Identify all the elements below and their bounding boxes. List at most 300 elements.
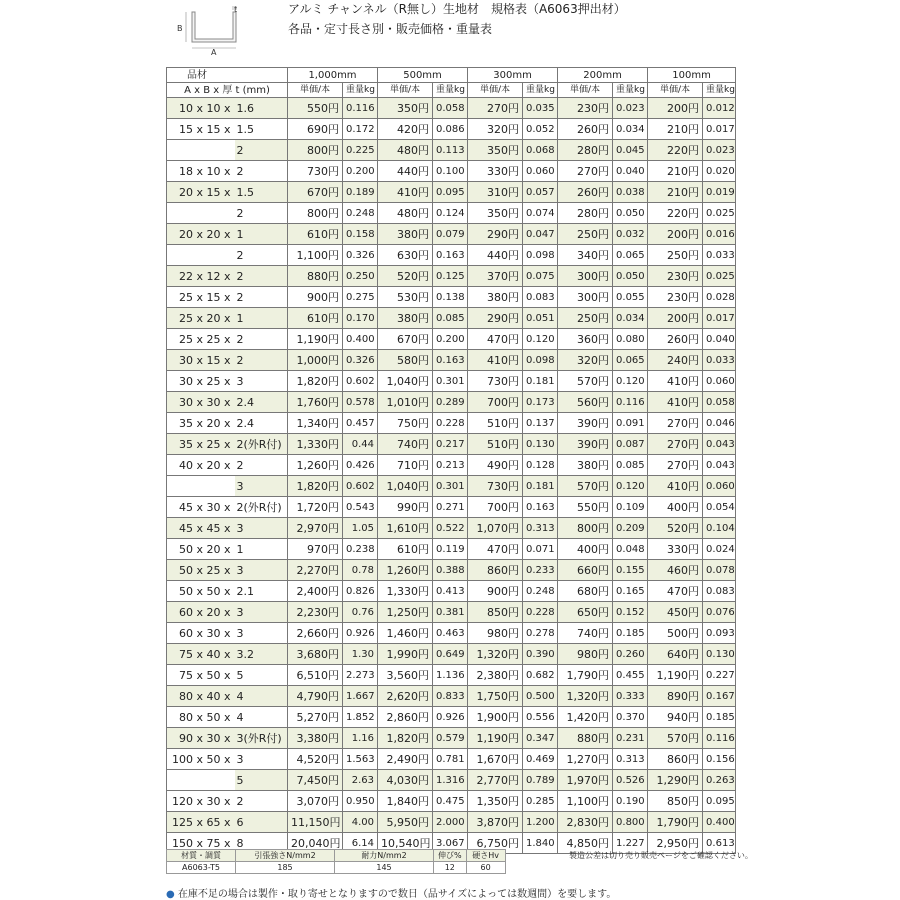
unit-price: 990円	[378, 497, 433, 518]
weight: 0.185	[613, 623, 648, 644]
unit-price: 320円	[468, 119, 523, 140]
unit-price: 880円	[288, 266, 343, 287]
weight: 1.667	[343, 686, 378, 707]
size-ab: 20 x 15 x	[167, 182, 235, 203]
weight: 0.250	[343, 266, 378, 287]
size-ab	[167, 140, 235, 161]
weight: 0.78	[343, 560, 378, 581]
weight: 0.078	[703, 560, 736, 581]
size-ab: 35 x 25 x	[167, 434, 235, 455]
page-subtitle: 各品・定寸長さ別・販売価格・重量表	[288, 22, 493, 36]
weight: 0.038	[613, 182, 648, 203]
unit-price: 250円	[558, 224, 613, 245]
weight: 0.158	[343, 224, 378, 245]
unit-price: 300円	[558, 287, 613, 308]
unit-price: 2,380円	[468, 665, 523, 686]
weight: 0.200	[433, 329, 468, 350]
weight: 0.400	[343, 329, 378, 350]
page-title: アルミ チャンネル（R無し）生地材 規格表（A6063押出材）	[288, 2, 626, 16]
unit-price: 2,830円	[558, 812, 613, 833]
unit-price: 290円	[468, 224, 523, 245]
unit-price: 300円	[558, 266, 613, 287]
weight: 0.613	[703, 833, 736, 854]
header-unit-price: 単価/本	[468, 83, 523, 98]
thickness: 2(外R付)	[235, 434, 288, 455]
weight: 0.289	[433, 392, 468, 413]
bullet-icon: ●	[166, 889, 175, 900]
weight: 0.098	[523, 245, 558, 266]
table-row	[167, 350, 736, 371]
unit-price: 320円	[558, 350, 613, 371]
weight: 0.020	[703, 161, 736, 182]
size-ab: 25 x 15 x	[167, 287, 235, 308]
unit-price: 270円	[648, 455, 703, 476]
weight: 0.085	[613, 455, 648, 476]
weight: 0.181	[523, 371, 558, 392]
size-ab: 75 x 50 x	[167, 665, 235, 686]
weight: 0.080	[613, 329, 648, 350]
unit-price: 690円	[288, 119, 343, 140]
weight: 0.381	[433, 602, 468, 623]
unit-price: 710円	[378, 455, 433, 476]
weight: 0.826	[343, 581, 378, 602]
unit-price: 800円	[288, 140, 343, 161]
weight: 1.227	[613, 833, 648, 854]
weight: 2.273	[343, 665, 378, 686]
weight: 0.469	[523, 749, 558, 770]
size-ab: 60 x 30 x	[167, 623, 235, 644]
table-row	[167, 770, 736, 791]
unit-price: 610円	[288, 308, 343, 329]
thickness: 3	[235, 371, 288, 392]
unit-price: 410円	[648, 476, 703, 497]
unit-price: 880円	[558, 728, 613, 749]
weight: 0.543	[343, 497, 378, 518]
unit-price: 1,320円	[558, 686, 613, 707]
unit-price: 860円	[648, 749, 703, 770]
weight: 0.025	[703, 266, 736, 287]
weight: 0.271	[433, 497, 468, 518]
weight: 0.388	[433, 560, 468, 581]
unit-price: 210円	[648, 182, 703, 203]
header-item: 品材	[167, 68, 288, 83]
weight: 0.086	[433, 119, 468, 140]
unit-price: 570円	[558, 476, 613, 497]
weight: 0.016	[703, 224, 736, 245]
table-row	[167, 245, 736, 266]
weight: 0.043	[703, 455, 736, 476]
size-ab: 45 x 30 x	[167, 497, 235, 518]
unit-price: 1,720円	[288, 497, 343, 518]
table-row	[167, 161, 736, 182]
weight: 6.14	[343, 833, 378, 854]
unit-price: 5,950円	[378, 812, 433, 833]
spec-header: 引張強さN/mm2	[236, 850, 335, 862]
unit-price: 700円	[468, 497, 523, 518]
weight: 1.840	[523, 833, 558, 854]
unit-price: 1,790円	[558, 665, 613, 686]
weight: 0.083	[703, 581, 736, 602]
table-body	[167, 98, 736, 854]
thickness: 1.6	[235, 98, 288, 119]
unit-price: 980円	[558, 644, 613, 665]
unit-price: 380円	[378, 308, 433, 329]
weight: 0.170	[343, 308, 378, 329]
thickness: 4	[235, 707, 288, 728]
unit-price: 1,100円	[558, 791, 613, 812]
weight: 0.413	[433, 581, 468, 602]
unit-price: 1,420円	[558, 707, 613, 728]
unit-price: 2,770円	[468, 770, 523, 791]
weight: 0.189	[343, 182, 378, 203]
weight: 0.526	[613, 770, 648, 791]
weight: 0.926	[433, 707, 468, 728]
unit-price: 680円	[558, 581, 613, 602]
thickness: 8	[235, 833, 288, 854]
weight: 0.138	[433, 287, 468, 308]
unit-price: 1,260円	[378, 560, 433, 581]
unit-price: 2,230円	[288, 602, 343, 623]
weight: 0.116	[613, 392, 648, 413]
unit-price: 330円	[648, 539, 703, 560]
size-ab	[167, 770, 235, 791]
unit-price: 2,860円	[378, 707, 433, 728]
weight: 0.079	[433, 224, 468, 245]
unit-price: 490円	[468, 455, 523, 476]
unit-price: 940円	[648, 707, 703, 728]
unit-price: 510円	[468, 413, 523, 434]
weight: 0.113	[433, 140, 468, 161]
weight: 0.260	[613, 644, 648, 665]
unit-price: 410円	[468, 350, 523, 371]
weight: 0.071	[523, 539, 558, 560]
unit-price: 440円	[468, 245, 523, 266]
thickness: 6	[235, 812, 288, 833]
weight: 0.228	[433, 413, 468, 434]
weight: 0.301	[433, 476, 468, 497]
table-row	[167, 686, 736, 707]
size-ab: 30 x 25 x	[167, 371, 235, 392]
unit-price: 270円	[648, 434, 703, 455]
unit-price: 1,900円	[468, 707, 523, 728]
unit-price: 200円	[648, 98, 703, 119]
unit-price: 5,270円	[288, 707, 343, 728]
unit-price: 630円	[378, 245, 433, 266]
diagram-label-t: t	[234, 5, 238, 14]
unit-price: 500円	[648, 623, 703, 644]
size-ab: 80 x 50 x	[167, 707, 235, 728]
unit-price: 10,540円	[378, 833, 433, 854]
unit-price: 1,670円	[468, 749, 523, 770]
unit-price: 1,990円	[378, 644, 433, 665]
weight: 0.098	[523, 350, 558, 371]
thickness: 3	[235, 623, 288, 644]
unit-price: 1,820円	[288, 476, 343, 497]
unit-price: 220円	[648, 140, 703, 161]
channel-shape	[192, 12, 236, 42]
header-unit-price: 単価/本	[558, 83, 613, 98]
size-ab: 45 x 45 x	[167, 518, 235, 539]
table-row	[167, 476, 736, 497]
unit-price: 900円	[288, 287, 343, 308]
header-length: 1,000mm	[288, 68, 378, 83]
unit-price: 3,560円	[378, 665, 433, 686]
header-length: 300mm	[468, 68, 558, 83]
weight: 0.457	[343, 413, 378, 434]
header-unit-weight: 重量kg	[703, 83, 736, 98]
weight: 0.227	[703, 665, 736, 686]
unit-price: 290円	[468, 308, 523, 329]
weight: 0.125	[433, 266, 468, 287]
unit-price: 260円	[648, 329, 703, 350]
weight: 0.172	[343, 119, 378, 140]
weight: 0.181	[523, 476, 558, 497]
unit-price: 1,840円	[378, 791, 433, 812]
table-row	[167, 224, 736, 245]
spec-value: 145	[335, 862, 434, 874]
thickness: 4	[235, 686, 288, 707]
unit-price: 670円	[288, 182, 343, 203]
size-ab: 25 x 20 x	[167, 308, 235, 329]
thickness: 1	[235, 539, 288, 560]
size-ab: 10 x 10 x	[167, 98, 235, 119]
header-length: 200mm	[558, 68, 648, 83]
unit-price: 400円	[648, 497, 703, 518]
weight: 0.017	[703, 119, 736, 140]
weight: 0.050	[613, 203, 648, 224]
weight: 0.173	[523, 392, 558, 413]
thickness: 5	[235, 665, 288, 686]
header-unit-weight: 重量kg	[613, 83, 648, 98]
weight: 0.091	[613, 413, 648, 434]
thickness: 3	[235, 518, 288, 539]
table-row	[167, 644, 736, 665]
weight: 0.475	[433, 791, 468, 812]
stock-footnote	[166, 885, 616, 900]
weight: 0.119	[433, 539, 468, 560]
unit-price: 1,350円	[468, 791, 523, 812]
weight: 0.248	[343, 203, 378, 224]
unit-price: 850円	[648, 791, 703, 812]
unit-price: 1,790円	[648, 812, 703, 833]
table-row	[167, 119, 736, 140]
thickness: 3	[235, 560, 288, 581]
thickness: 1	[235, 224, 288, 245]
table-row	[167, 434, 736, 455]
unit-price: 1,040円	[378, 371, 433, 392]
unit-price: 560円	[558, 392, 613, 413]
table-row	[167, 287, 736, 308]
weight: 0.055	[613, 287, 648, 308]
table-row	[167, 497, 736, 518]
unit-price: 230円	[558, 98, 613, 119]
unit-price: 850円	[468, 602, 523, 623]
unit-price: 1,260円	[288, 455, 343, 476]
channel-profile-diagram	[176, 4, 246, 56]
unit-price: 1,290円	[648, 770, 703, 791]
table-row	[167, 329, 736, 350]
unit-price: 1,610円	[378, 518, 433, 539]
unit-price: 310円	[468, 182, 523, 203]
weight: 0.163	[523, 497, 558, 518]
table-row	[167, 623, 736, 644]
weight: 0.100	[433, 161, 468, 182]
weight: 0.152	[613, 602, 648, 623]
weight: 0.033	[703, 350, 736, 371]
unit-price: 470円	[468, 539, 523, 560]
thickness: 3	[235, 749, 288, 770]
unit-price: 1,270円	[558, 749, 613, 770]
weight: 0.285	[523, 791, 558, 812]
thickness: 3(外R付)	[235, 728, 288, 749]
table-row	[167, 518, 736, 539]
size-ab: 90 x 30 x	[167, 728, 235, 749]
spec-header: 耐力N/mm2	[335, 850, 434, 862]
weight: 0.128	[523, 455, 558, 476]
unit-price: 1,190円	[468, 728, 523, 749]
unit-price: 280円	[558, 203, 613, 224]
weight: 2.000	[433, 812, 468, 833]
weight: 0.032	[613, 224, 648, 245]
unit-price: 410円	[648, 371, 703, 392]
weight: 0.051	[523, 308, 558, 329]
size-ab: 15 x 15 x	[167, 119, 235, 140]
thickness: 2	[235, 791, 288, 812]
table-row	[167, 791, 736, 812]
thickness: 2	[235, 203, 288, 224]
unit-price: 550円	[288, 98, 343, 119]
weight: 0.602	[343, 371, 378, 392]
unit-price: 230円	[648, 287, 703, 308]
unit-price: 800円	[558, 518, 613, 539]
weight: 0.083	[523, 287, 558, 308]
unit-price: 1,460円	[378, 623, 433, 644]
weight: 0.225	[343, 140, 378, 161]
table-row	[167, 539, 736, 560]
unit-price: 750円	[378, 413, 433, 434]
diagram-label-b: B	[177, 24, 183, 33]
weight: 0.579	[433, 728, 468, 749]
weight: 0.185	[703, 707, 736, 728]
weight: 4.00	[343, 812, 378, 833]
unit-price: 390円	[558, 413, 613, 434]
weight: 0.155	[613, 560, 648, 581]
unit-price: 530円	[378, 287, 433, 308]
unit-price: 350円	[378, 98, 433, 119]
weight: 0.347	[523, 728, 558, 749]
unit-price: 20,040円	[288, 833, 343, 854]
weight: 0.248	[523, 581, 558, 602]
unit-price: 6,750円	[468, 833, 523, 854]
weight: 0.065	[613, 245, 648, 266]
size-ab: 22 x 12 x	[167, 266, 235, 287]
unit-price: 450円	[648, 602, 703, 623]
unit-price: 1,250円	[378, 602, 433, 623]
weight: 0.426	[343, 455, 378, 476]
unit-price: 1,190円	[288, 329, 343, 350]
weight: 0.087	[613, 434, 648, 455]
weight: 1.852	[343, 707, 378, 728]
thickness: 3	[235, 476, 288, 497]
unit-price: 970円	[288, 539, 343, 560]
unit-price: 1,100円	[288, 245, 343, 266]
unit-price: 220円	[648, 203, 703, 224]
unit-price: 1,970円	[558, 770, 613, 791]
weight: 0.800	[613, 812, 648, 833]
unit-price: 2,970円	[288, 518, 343, 539]
spec-header: 硬さHv	[466, 850, 505, 862]
unit-price: 730円	[288, 161, 343, 182]
weight: 0.024	[703, 539, 736, 560]
unit-price: 1,070円	[468, 518, 523, 539]
weight: 0.060	[703, 476, 736, 497]
spec-value: 12	[434, 862, 467, 874]
table-row	[167, 98, 736, 119]
weight: 0.017	[703, 308, 736, 329]
thickness: 2	[235, 245, 288, 266]
size-ab	[167, 245, 235, 266]
weight: 0.370	[613, 707, 648, 728]
unit-price: 640円	[648, 644, 703, 665]
unit-price: 610円	[288, 224, 343, 245]
unit-price: 1,320円	[468, 644, 523, 665]
weight: 0.76	[343, 602, 378, 623]
size-ab: 150 x 75 x	[167, 833, 235, 854]
unit-price: 2,620円	[378, 686, 433, 707]
weight: 0.275	[343, 287, 378, 308]
unit-price: 2,400円	[288, 581, 343, 602]
size-ab: 50 x 20 x	[167, 539, 235, 560]
weight: 0.400	[703, 812, 736, 833]
unit-price: 480円	[378, 203, 433, 224]
weight: 1.05	[343, 518, 378, 539]
weight: 0.228	[523, 602, 558, 623]
size-ab: 30 x 15 x	[167, 350, 235, 371]
unit-price: 270円	[558, 161, 613, 182]
size-ab: 80 x 40 x	[167, 686, 235, 707]
size-ab: 75 x 40 x	[167, 644, 235, 665]
size-ab: 120 x 30 x	[167, 791, 235, 812]
header-spec: A x B x 厚 t (mm)	[167, 83, 288, 98]
weight: 0.085	[433, 308, 468, 329]
weight: 0.109	[613, 497, 648, 518]
thickness: 2	[235, 140, 288, 161]
header-unit-weight: 重量kg	[523, 83, 558, 98]
table-row	[167, 602, 736, 623]
weight: 0.093	[703, 623, 736, 644]
weight: 0.522	[433, 518, 468, 539]
weight: 0.156	[703, 749, 736, 770]
unit-price: 1,330円	[288, 434, 343, 455]
weight: 0.326	[343, 350, 378, 371]
size-ab: 50 x 50 x	[167, 581, 235, 602]
tolerance-note: 製造公差は切り売り販売ページをご確認ください。	[569, 851, 753, 860]
thickness: 2	[235, 455, 288, 476]
thickness: 1.5	[235, 119, 288, 140]
thickness: 1.5	[235, 182, 288, 203]
unit-price: 4,790円	[288, 686, 343, 707]
weight: 0.012	[703, 98, 736, 119]
weight: 0.130	[703, 644, 736, 665]
unit-price: 1,750円	[468, 686, 523, 707]
unit-price: 470円	[648, 581, 703, 602]
weight: 0.233	[523, 560, 558, 581]
unit-price: 3,380円	[288, 728, 343, 749]
weight: 0.043	[703, 434, 736, 455]
price-weight-table	[166, 67, 736, 854]
thickness: 3.2	[235, 644, 288, 665]
header-unit-weight: 重量kg	[433, 83, 468, 98]
